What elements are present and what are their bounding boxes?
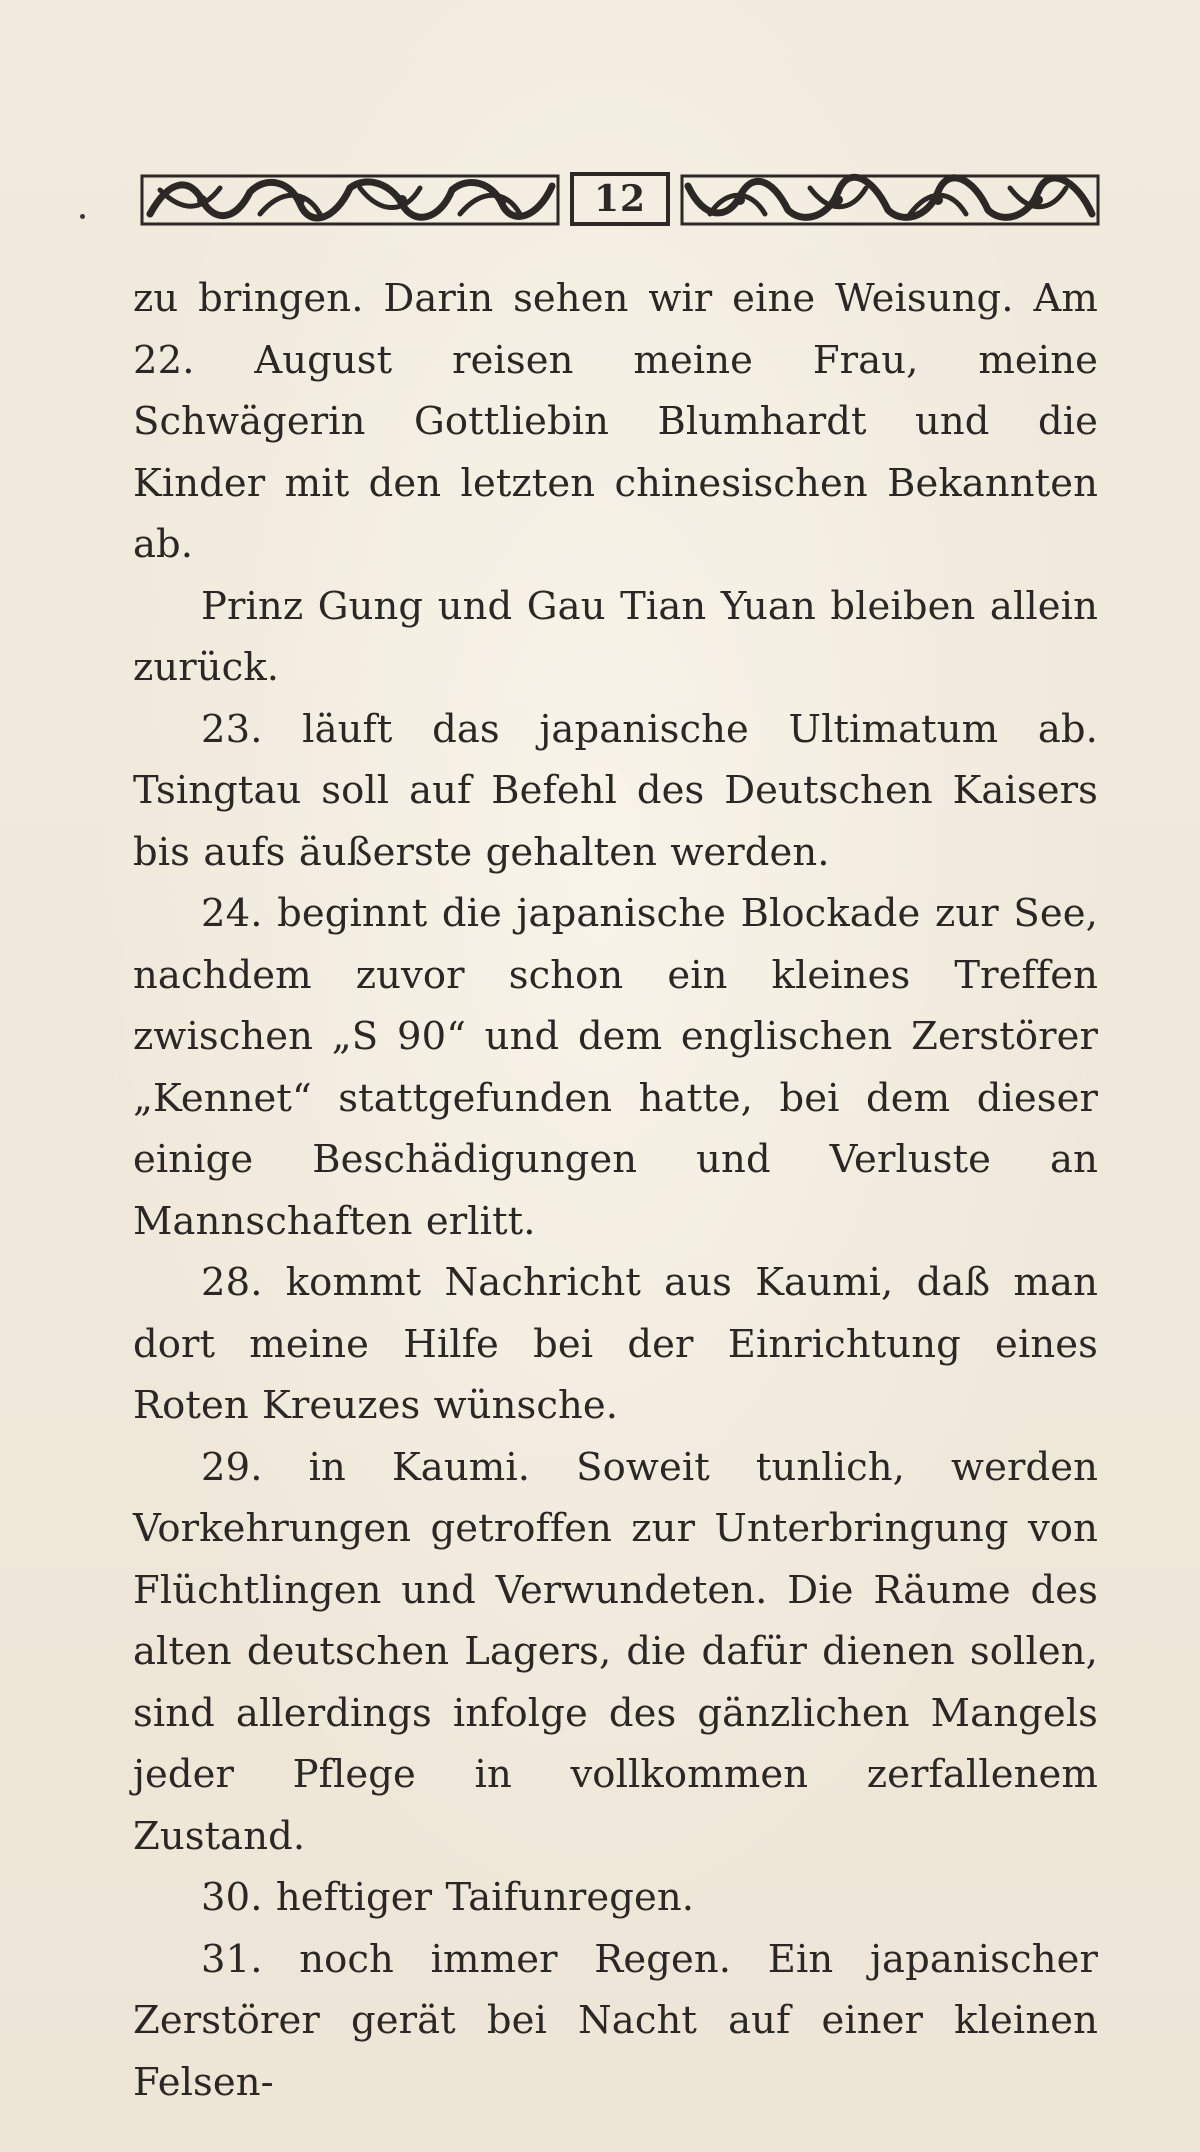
paragraph-prinz-gung: Prinz Gung und Gau Tian Yuan bleiben allein zurück. bbox=[133, 583, 1098, 690]
paragraph-continuation: zu bringen. Darin sehen wir eine Weisung. Am 22. August reisen meine Frau, meine Schwägerin Gottliebin Blumhardt und die Kinder mit den letzten chinesischen Bekannten ab. bbox=[133, 276, 1098, 567]
paragraph-day-24: 24. beginnt die japanische Blockade zur See, nachdem zuvor schon ein kleines Treffen zwischen „S 90“ und dem englischen Zerstörer „Kennet“ stattgefunden hatte, bei dem dieser einige Beschädigungen und Verluste an Mannschaften erlitt. bbox=[133, 891, 1098, 1244]
page-header bbox=[140, 170, 1100, 230]
left-ornament-band bbox=[140, 170, 560, 230]
ink-speck bbox=[80, 214, 85, 219]
page-number: 12 bbox=[570, 172, 670, 226]
paragraph-day-31: 31. noch immer Regen. Ein japanischer Zerstörer gerät bei Nacht auf einer kleinen Felsen- bbox=[133, 1936, 1098, 2105]
paragraph-day-23: 23. läuft das japanische Ultimatum ab. Tsingtau soll auf Befehl des Deutschen Kaisers bis aufs äußerste gehalten werden. bbox=[133, 706, 1098, 875]
body-text bbox=[133, 268, 1098, 2113]
paragraph-day-30: 30. heftiger Taifunregen. bbox=[201, 1875, 695, 1920]
right-ornament-band bbox=[680, 170, 1100, 230]
paragraph-day-29: 29. in Kaumi. Soweit tunlich, werden Vorkehrungen getroffen zur Unterbringung von Flüchtlingen und Verwundeten. Die Räume des alten deutschen Lagers, die dafür dienen sollen, sind allerdings infolge des gänzlichen Mangels jeder Pflege in vollkommen zerfallenem Zustand. bbox=[133, 1444, 1098, 1859]
paragraph-day-28: 28. kommt Nachricht aus Kaumi, daß man dort meine Hilfe bei der Einrichtung eines Roten Kreuzes wünsche. bbox=[133, 1260, 1098, 1428]
